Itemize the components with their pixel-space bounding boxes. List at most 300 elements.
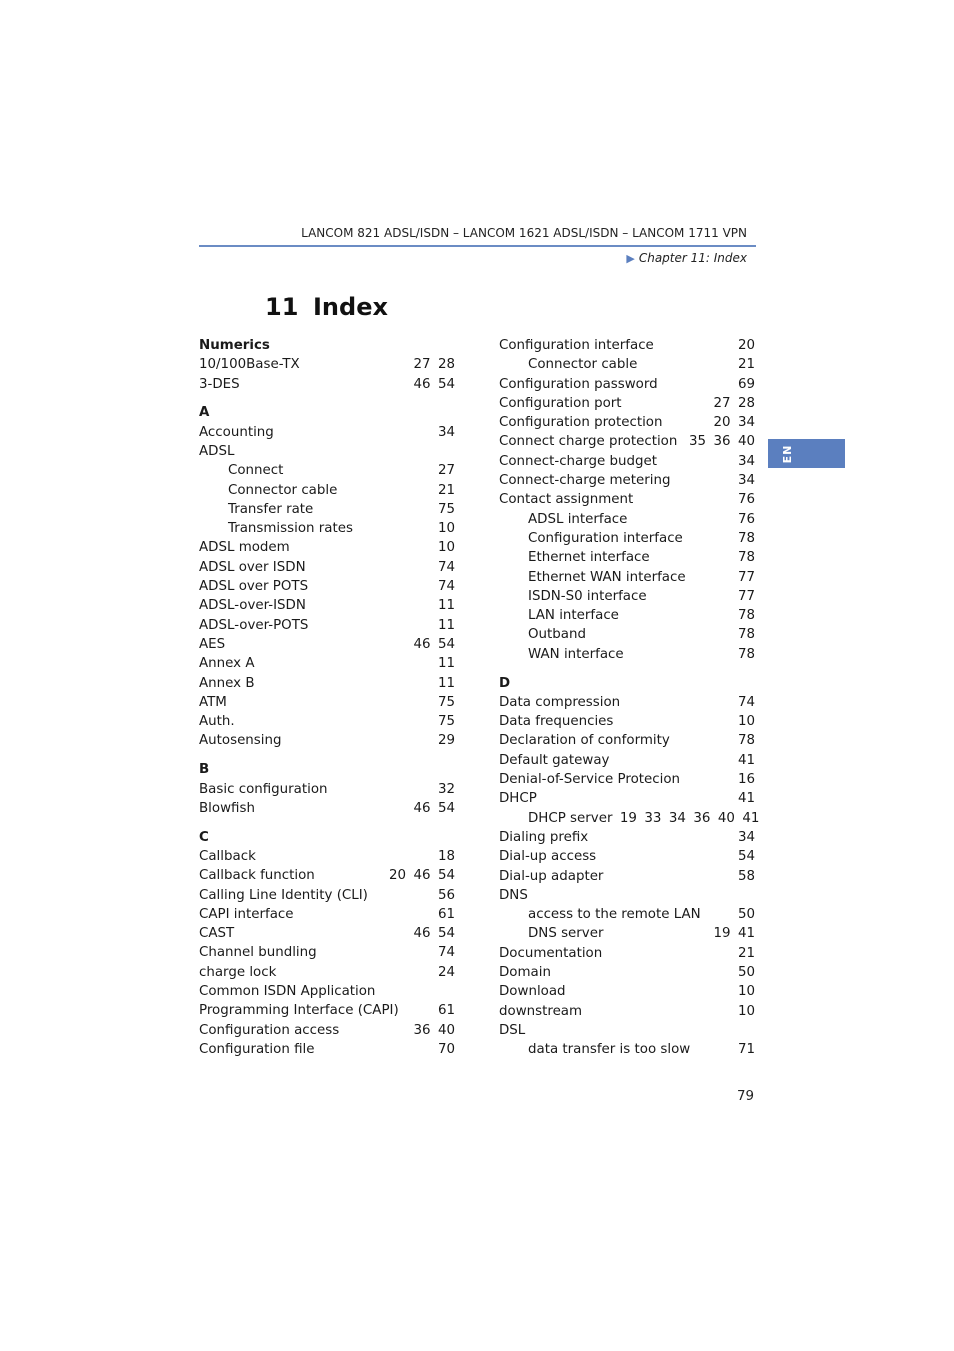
- index-entry: [499, 375, 755, 394]
- index-entry: [199, 963, 455, 982]
- index-term: Declaration of conformity: [499, 733, 670, 749]
- index-term: ADSL over POTS: [199, 579, 309, 595]
- index-term: Configuration file: [199, 1041, 315, 1057]
- section-gap: [199, 751, 455, 761]
- index-page-refs: [431, 654, 456, 673]
- index-subentry: [499, 645, 755, 664]
- page-ref: 40: [437, 1022, 455, 1038]
- index-term: Auth.: [199, 714, 235, 730]
- index-page-refs: [731, 490, 756, 509]
- page-ref: 78: [737, 627, 755, 643]
- page-ref: 75: [437, 694, 455, 710]
- index-term: charge lock: [199, 964, 277, 980]
- index-term: CAPI interface: [199, 906, 294, 922]
- index-entry: [499, 471, 755, 490]
- index-page-refs: [406, 375, 455, 394]
- index-entry: [499, 394, 755, 413]
- index-term: CAST: [199, 926, 235, 942]
- index-entry: [199, 596, 455, 615]
- index-entry: [499, 867, 755, 886]
- index-page-refs: [431, 712, 456, 731]
- index-term: Basic configuration: [199, 781, 328, 797]
- index-page-refs: [731, 847, 756, 866]
- index-term: 3-DES: [199, 376, 240, 392]
- index-page-refs: [431, 500, 456, 519]
- index-entry: [199, 712, 455, 731]
- index-entry: [499, 693, 755, 712]
- index-page-refs: [731, 828, 756, 847]
- index-term: Contact assignment: [499, 492, 634, 508]
- page-ref: 28: [437, 357, 455, 373]
- index-term: Connect-charge budget: [499, 453, 657, 469]
- index-entry: [199, 442, 455, 461]
- index-subentry: [499, 606, 755, 625]
- index-entry: [199, 886, 455, 905]
- page-ref: 10: [737, 984, 755, 1000]
- page-ref: 50: [737, 965, 755, 980]
- page-ref: 36: [413, 1022, 431, 1038]
- index-page-refs: [431, 943, 456, 962]
- section-gap: [499, 664, 755, 674]
- index-page-refs: [731, 568, 756, 587]
- page-ref: 76: [737, 492, 755, 508]
- running-header-title: LANCOM 821 ADSL/ISDN – LANCOM 1621 ADSL/ISDN – LANCOM 1711 VPN: [301, 226, 747, 240]
- index-page-refs: [431, 461, 456, 480]
- index-page-refs: [431, 616, 456, 635]
- page-ref: 46: [413, 926, 431, 942]
- index-section-heading: [199, 336, 455, 355]
- index-subentry: [499, 809, 760, 828]
- page-ref: 70: [437, 1041, 455, 1057]
- index-entry: [199, 905, 455, 924]
- index-page-refs: [431, 674, 456, 693]
- index-subentry: [499, 905, 755, 924]
- chapter-title: [265, 293, 388, 321]
- page-ref: 77: [737, 588, 755, 604]
- page-ref: 76: [737, 511, 755, 527]
- index-entry: [199, 538, 455, 557]
- page-ref: 78: [737, 608, 755, 624]
- page-ref: 11: [437, 617, 455, 633]
- index-subentry: [499, 568, 755, 587]
- index-page-refs: [731, 789, 756, 808]
- page-ref: 19: [619, 810, 637, 826]
- index-page-refs: [731, 867, 756, 886]
- index-page-refs: [731, 905, 756, 924]
- index-entry: [199, 654, 455, 673]
- index-page-refs: [431, 905, 456, 924]
- page-ref: 20: [737, 338, 755, 353]
- page-ref: 36: [693, 810, 711, 826]
- index-page-refs: [731, 336, 756, 355]
- index-subentry: [499, 510, 755, 529]
- index-page-refs: [731, 606, 756, 625]
- index-term: ATM: [199, 694, 227, 710]
- index-entry: [199, 866, 455, 885]
- index-entry: [199, 780, 455, 799]
- index-term: Configuration password: [499, 376, 658, 392]
- index-term: DSL: [499, 1022, 526, 1038]
- index-term: Data compression: [499, 694, 621, 710]
- page-ref: 20: [388, 868, 406, 884]
- index-page-refs: [431, 1001, 456, 1020]
- index-term: Download: [499, 984, 566, 1000]
- index-page-refs: [706, 413, 755, 432]
- page-ref: 34: [737, 829, 755, 845]
- index-term: Ethernet interface: [528, 550, 650, 566]
- page-ref: 27: [437, 463, 455, 479]
- index-entry: [199, 924, 455, 943]
- index-page-refs: [731, 529, 756, 548]
- index-term: DNS: [499, 887, 528, 903]
- index-term: Outband: [528, 627, 586, 643]
- page-ref: 10: [737, 1003, 755, 1019]
- language-tab: [768, 439, 845, 468]
- page-ref: 27: [713, 395, 731, 411]
- index-page-refs: [731, 1040, 756, 1059]
- index-term: Dial-up access: [499, 849, 597, 865]
- index-term: Denial-of-Service Protecion: [499, 772, 681, 788]
- page-ref: 21: [737, 357, 755, 373]
- page-ref: 77: [737, 569, 755, 585]
- index-term: ADSL-over-ISDN: [199, 598, 306, 614]
- index-entry: [199, 577, 455, 596]
- page-ref: 46: [413, 636, 431, 652]
- page-ref: 34: [737, 473, 755, 489]
- index-subentry: [499, 1040, 755, 1059]
- page-ref: 74: [737, 694, 755, 710]
- index-term: Autosensing: [199, 733, 282, 749]
- index-term: Numerics: [199, 338, 270, 353]
- index-term: ADSL over ISDN: [199, 559, 306, 575]
- page-ref: 11: [437, 598, 455, 614]
- index-term: access to the remote LAN: [528, 907, 701, 923]
- index-page-refs: [731, 944, 756, 963]
- index-term: Connector cable: [528, 357, 638, 373]
- page-ref: 78: [737, 646, 755, 662]
- breadcrumb: [626, 251, 747, 265]
- index-term: Callback function: [199, 868, 315, 884]
- index-section-heading: [199, 760, 455, 779]
- index-page-refs: [431, 423, 456, 442]
- page-ref: 32: [437, 781, 455, 797]
- index-page-refs: [731, 375, 756, 394]
- index-term: B: [199, 762, 210, 778]
- page-ref: 71: [737, 1042, 755, 1058]
- index-entry: [199, 1001, 455, 1020]
- index-term: Calling Line Identity (CLI): [199, 887, 368, 903]
- index-term: Programming Interface (CAPI): [199, 1003, 399, 1019]
- index-entry: [499, 751, 755, 770]
- page-ref: 41: [737, 752, 755, 768]
- index-entry: [499, 944, 755, 963]
- index-term: Callback: [199, 848, 256, 864]
- index-page-refs: [731, 693, 756, 712]
- index-column-right: [499, 336, 760, 1059]
- index-page-refs: [431, 886, 456, 905]
- index-page-refs: [406, 799, 455, 818]
- index-page-refs: [431, 731, 456, 750]
- index-page-refs: [382, 866, 456, 885]
- index-term: Channel bundling: [199, 945, 317, 961]
- index-term: Domain: [499, 965, 551, 980]
- page-ref: 29: [437, 733, 455, 749]
- index-term: Annex A: [199, 656, 255, 672]
- index-entry: [199, 375, 455, 394]
- page-ref: 40: [737, 434, 755, 450]
- index-entry: [499, 1021, 755, 1040]
- index-term: D: [499, 675, 511, 691]
- index-page-refs: [731, 510, 756, 529]
- page-ref: 10: [737, 714, 755, 730]
- index-term: Documentation: [499, 945, 603, 961]
- index-entry: [499, 1002, 755, 1021]
- index-term: 10/100Base-TX: [199, 357, 300, 373]
- page-ref: 56: [437, 887, 455, 903]
- index-term: downstream: [499, 1003, 583, 1019]
- index-page-refs: [682, 432, 756, 451]
- index-term: Dial-up adapter: [499, 868, 604, 884]
- page-ref: 46: [413, 800, 431, 816]
- index-entry: [499, 982, 755, 1001]
- page-ref: 41: [737, 791, 755, 807]
- index-entry: [499, 452, 755, 471]
- index-page-refs: [431, 558, 456, 577]
- index-term: Configuration protection: [499, 415, 663, 431]
- index-entry: [199, 943, 455, 962]
- page-ref: 21: [437, 482, 455, 498]
- index-term: ISDN-S0 interface: [528, 588, 647, 604]
- index-term: LAN interface: [528, 608, 619, 624]
- index-term: Configuration port: [499, 395, 622, 411]
- index-page-refs: [612, 809, 759, 828]
- index-page-refs: [731, 982, 756, 1001]
- index-page-refs: [431, 1040, 456, 1059]
- page-ref: 21: [737, 945, 755, 961]
- page-ref: 74: [437, 579, 455, 595]
- page-ref: 54: [437, 636, 455, 652]
- index-entry: [199, 847, 455, 866]
- page-ref: 34: [737, 415, 755, 431]
- index-subentry: [199, 500, 455, 519]
- page-ref: 74: [437, 559, 455, 575]
- breadcrumb-label: Chapter 11: Index: [638, 251, 747, 265]
- index-entry: [499, 432, 755, 451]
- index-entry: [199, 1040, 455, 1059]
- page-ref: 34: [437, 424, 455, 440]
- index-subentry: [199, 461, 455, 480]
- page-ref: 50: [737, 907, 755, 923]
- page-ref: 40: [717, 810, 735, 826]
- index-term: Data frequencies: [499, 714, 614, 730]
- index-entry: [199, 355, 455, 374]
- index-term: DNS server: [528, 926, 604, 942]
- page-ref: 46: [413, 868, 431, 884]
- index-entry: [499, 770, 755, 789]
- page-ref: 10: [437, 521, 455, 537]
- index-page-refs: [431, 780, 456, 799]
- index-section-heading: [499, 674, 755, 693]
- page-ref: 20: [713, 415, 731, 431]
- index-term: Transfer rate: [228, 501, 314, 517]
- index-term: Annex B: [199, 675, 255, 691]
- index-term: Configuration interface: [499, 338, 654, 353]
- index-term: Dialing prefix: [499, 829, 589, 845]
- index-term: DHCP server: [528, 810, 613, 826]
- page-ref: 11: [437, 675, 455, 691]
- page-ref: 27: [413, 357, 431, 373]
- index-page-refs: [406, 355, 455, 374]
- index-page-refs: [731, 645, 756, 664]
- index-page-refs: [731, 770, 756, 789]
- index-entry: [199, 423, 455, 442]
- index-page-refs: [731, 712, 756, 731]
- page-ref: 61: [437, 906, 455, 922]
- page-ref: 58: [737, 868, 755, 884]
- index-entry: [499, 886, 755, 905]
- index-entry: [499, 336, 755, 355]
- index-page-refs: [406, 924, 455, 943]
- page-ref: 74: [437, 945, 455, 961]
- index-entry: [499, 789, 755, 808]
- index-entry: [199, 635, 455, 654]
- page-ref: 54: [437, 926, 455, 942]
- index-entry: [499, 413, 755, 432]
- index-entry: [499, 828, 755, 847]
- index-subentry: [499, 587, 755, 606]
- page-number: 79: [736, 1089, 754, 1104]
- index-page-refs: [431, 538, 456, 557]
- index-page-refs: [731, 355, 756, 374]
- index-term: Connect charge protection: [499, 434, 678, 450]
- index-entry: [499, 847, 755, 866]
- index-page-refs: [431, 693, 456, 712]
- page-ref: 16: [737, 772, 755, 788]
- index-entry: [199, 674, 455, 693]
- index-page-refs: [731, 751, 756, 770]
- index-term: Ethernet WAN interface: [528, 569, 686, 585]
- page-ref: 35: [688, 434, 706, 450]
- index-entry: [499, 712, 755, 731]
- header-rule: [199, 245, 756, 247]
- chapter-name: Index: [313, 293, 388, 321]
- index-subentry: [199, 519, 455, 538]
- page-ref: 33: [644, 810, 662, 826]
- index-term: ADSL: [199, 443, 235, 459]
- index-term: ADSL interface: [528, 511, 628, 527]
- index-subentry: [499, 924, 755, 943]
- page-ref: 54: [437, 800, 455, 816]
- index-entry: [199, 1021, 455, 1040]
- index-entry: [199, 616, 455, 635]
- index-subentry: [499, 548, 755, 567]
- index-term: Common ISDN Application: [199, 984, 376, 999]
- index-term: WAN interface: [528, 646, 624, 662]
- page-ref: 54: [437, 868, 455, 884]
- index-term: Blowfish: [199, 800, 255, 816]
- index-term: Connect: [228, 463, 284, 479]
- index-page-refs: [731, 1002, 756, 1021]
- index-term: Connector cable: [228, 482, 338, 498]
- index-entry: [499, 963, 755, 982]
- page-ref: 78: [737, 733, 755, 749]
- page-ref: 24: [437, 964, 455, 980]
- page-ref: 78: [737, 530, 755, 546]
- index-entry: [199, 558, 455, 577]
- page-ref: 46: [413, 376, 431, 392]
- page-ref: 75: [437, 714, 455, 730]
- index-page-refs: [731, 963, 756, 982]
- index-subentry: [499, 355, 755, 374]
- index-term: ADSL modem: [199, 540, 290, 556]
- index-term: ADSL-over-POTS: [199, 617, 309, 633]
- index-subentry: [499, 625, 755, 644]
- index-page-refs: [706, 924, 755, 943]
- index-entry: [199, 731, 455, 750]
- index-term: A: [199, 405, 210, 421]
- page-ref: 18: [437, 848, 455, 864]
- index-page-refs: [731, 625, 756, 644]
- page-ref: 69: [737, 376, 755, 392]
- page-ref: 54: [737, 849, 755, 865]
- section-gap: [199, 818, 455, 828]
- index-page-refs: [406, 1021, 455, 1040]
- page-ref: 11: [437, 656, 455, 672]
- page-ref: 19: [713, 926, 731, 942]
- index-term: AES: [199, 636, 226, 652]
- index-entry: [199, 693, 455, 712]
- index-subentry: [199, 481, 455, 500]
- page-ref: 28: [737, 395, 755, 411]
- page-ref: 10: [437, 540, 455, 556]
- page-ref: 54: [437, 376, 455, 392]
- index-term: Accounting: [199, 424, 274, 440]
- language-tab-label: EN: [780, 444, 794, 464]
- index-page-refs: [431, 596, 456, 615]
- index-entry: [499, 731, 755, 750]
- index-page-refs: [431, 481, 456, 500]
- index-term: Transmission rates: [228, 521, 353, 537]
- page-ref: 41: [737, 926, 755, 942]
- index-page-refs: [406, 635, 455, 654]
- index-term: C: [199, 829, 209, 845]
- index-term: Configuration interface: [528, 530, 683, 546]
- index-entry: [199, 799, 455, 818]
- index-page-refs: [731, 471, 756, 490]
- index-term: DHCP: [499, 791, 537, 807]
- page-ref: 36: [713, 434, 731, 450]
- index-page-refs: [431, 963, 456, 982]
- index-term: Default gateway: [499, 752, 610, 768]
- page-ref: 75: [437, 501, 455, 517]
- page-ref: 34: [737, 453, 755, 469]
- index-page-refs: [731, 452, 756, 471]
- page-ref: 78: [737, 550, 755, 566]
- triangle-right-icon: ▶: [626, 252, 635, 265]
- index-term: data transfer is too slow: [528, 1042, 691, 1058]
- index-page-refs: [731, 548, 756, 567]
- index-page-refs: [431, 847, 456, 866]
- index-page-refs: [731, 587, 756, 606]
- page-ref: 61: [437, 1003, 455, 1019]
- index-section-heading: [199, 403, 455, 422]
- index-term: Connect-charge metering: [499, 473, 671, 489]
- section-gap: [199, 394, 455, 404]
- chapter-number: 11: [265, 293, 299, 321]
- page-ref: 34: [668, 810, 686, 826]
- index-page-refs: [706, 394, 755, 413]
- index-term: Configuration access: [199, 1022, 340, 1038]
